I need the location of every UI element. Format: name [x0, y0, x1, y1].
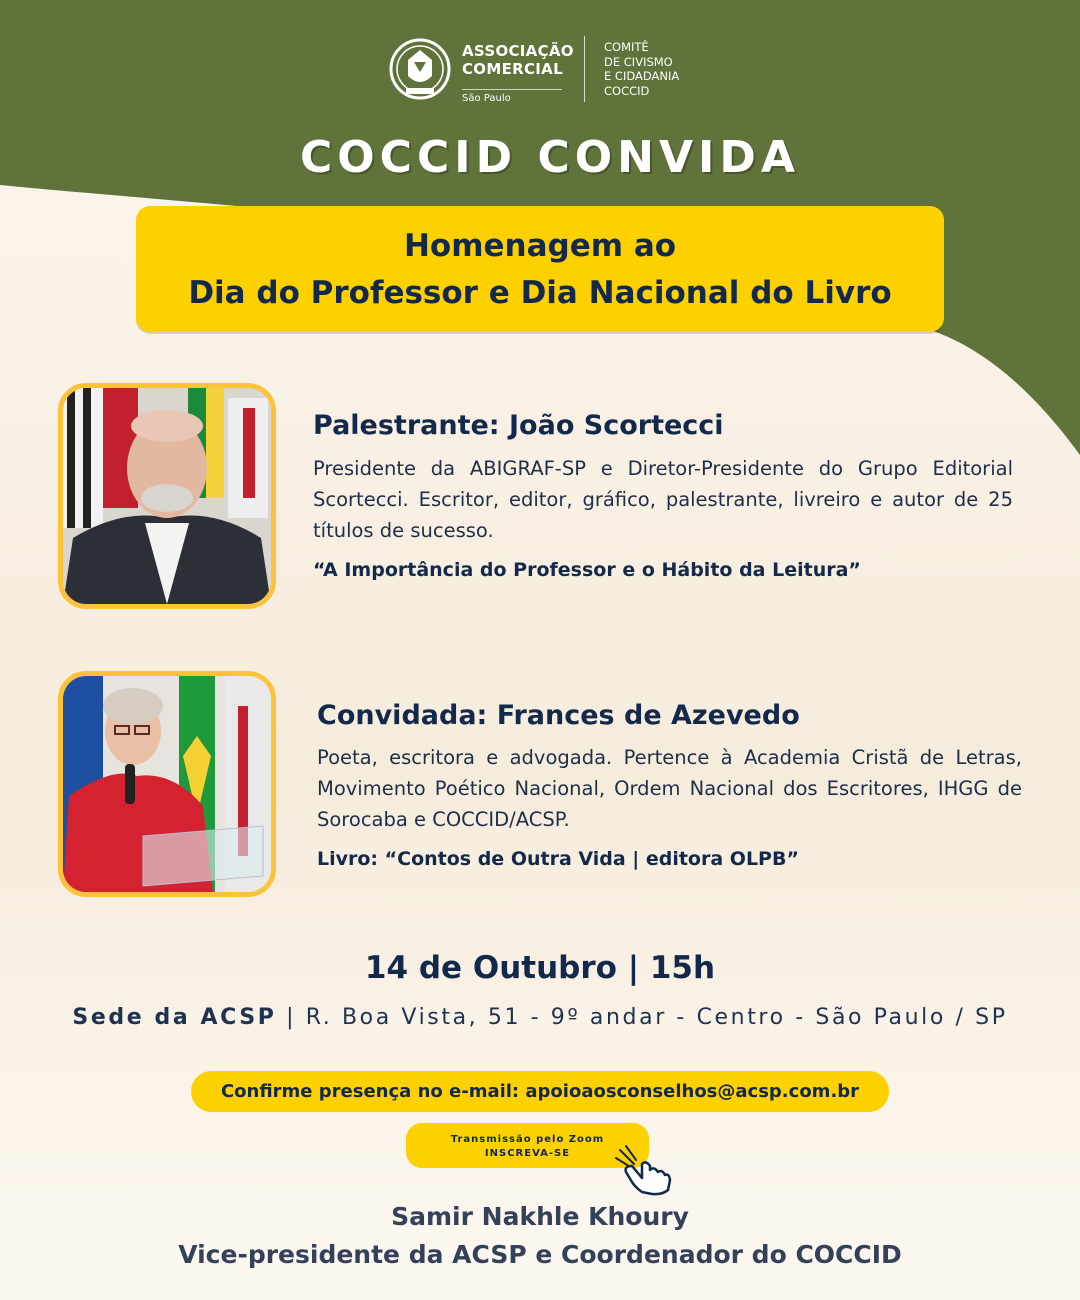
coordinator-name: Samir Nakhle Khoury: [391, 1202, 689, 1231]
speaker-photo-joao: [58, 383, 276, 609]
rsvp-email-button[interactable]: Confirme presença no e-mail: apoioaosconselhos@acsp.com.br: [191, 1071, 889, 1112]
logo-divider: [584, 36, 585, 102]
organization-name: ASSOCIAÇÃO COMERCIAL: [462, 42, 574, 78]
venue-address: | R. Boa Vista, 51 - 9º andar - Centro - São Paulo / SP: [276, 1005, 1008, 1030]
organization-city: São Paulo: [462, 89, 562, 104]
speaker-1-bio: Presidente da ABIGRAF-SP e Diretor-Presidente do Grupo Editorial Scortecci. Escritor, editor, gráfico, palestrante, livreiro e autor de 25 títulos de sucesso.: [313, 457, 1013, 542]
speaker-1-name: Palestrante: João Scortecci: [313, 410, 724, 441]
coordinator-role: Vice-presidente da ACSP e Coordenador do COCCID: [178, 1240, 902, 1269]
speaker-photo-frances: [58, 671, 276, 897]
committee-name: COMITÊ DE CIVISMO E CIDADANIA COCCID: [604, 40, 680, 98]
hand-pointer-icon: [612, 1142, 674, 1196]
page-title: COCCID CONVIDA: [299, 132, 800, 183]
speaker-2-bio: Poeta, escritora e advogada. Pertence à Academia Cristã de Letras, Movimento Poético Nacional, Ordem Nacional dos Escritores, IHGG de Sorocaba e COCCID/ACSP.: [317, 746, 1022, 831]
venue-name: Sede da ACSP: [72, 1005, 277, 1030]
event-title-banner: [136, 206, 944, 332]
banner-line-2: Dia do Professor e Dia Nacional do Livro: [188, 275, 892, 311]
speaker-2-name: Convidada: Frances de Azevedo: [317, 700, 800, 731]
banner-line-1: Homenagem ao: [403, 228, 677, 264]
speaker-1-talk-title: “A Importância do Professor e o Hábito da Leitura”: [313, 559, 861, 581]
speaker-2-book-title: Livro: “Contos de Outra Vida | editora OLPB”: [317, 848, 799, 870]
register-label: INSCREVA-SE: [484, 1148, 571, 1159]
event-venue: [0, 1005, 1080, 1030]
zoom-label: Transmissão pelo Zoom: [450, 1134, 605, 1145]
event-date: 14 de Outubro | 15h: [364, 950, 716, 986]
acsp-seal-icon: [388, 36, 452, 102]
